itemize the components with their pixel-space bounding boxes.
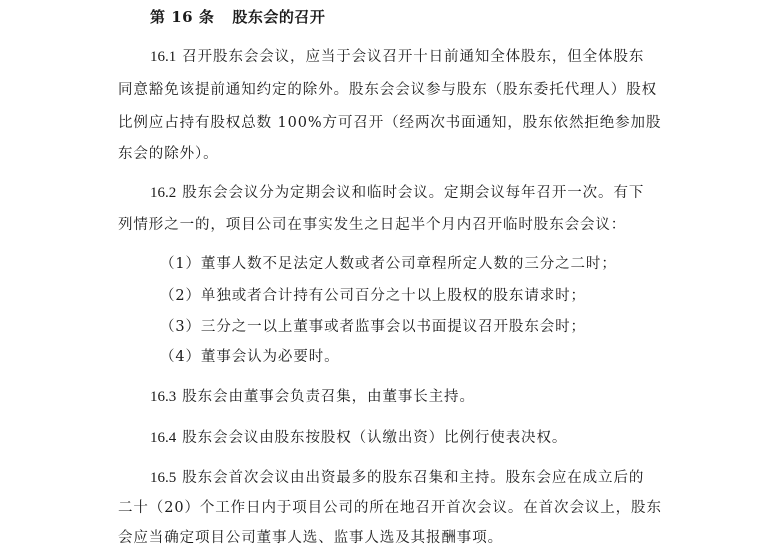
clause-text: 股东会由董事会负责召集，由董事长主持。 (182, 389, 475, 405)
article-heading (150, 6, 325, 27)
clause-16-5-line-2: 二十（20）个工作日内于项目公司的所在地召开首次会议。在首次会议上，股东 (118, 500, 662, 516)
clause-16-1-line-3: 比例应占持有股权总数 100%方可召开（经两次书面通知，股东依然拒绝参加股 (118, 115, 662, 131)
clause-16-1-line-2: 同意豁免该提前通知约定的除外。股东会会议参与股东（股东委托代理人）股权 (118, 82, 657, 98)
clause-16-5-line-1 (150, 466, 644, 487)
clause-16-1-line-4: 东会的除外）。 (118, 146, 219, 162)
clause-16-3-line-1 (150, 385, 475, 406)
clause-text: 股东会首次会议由出资最多的股东召集和主持。股东会应在成立后的 (182, 470, 645, 486)
clause-number: 16.5 (150, 470, 177, 486)
clause-text: 召开股东会会议，应当于会议召开十日前通知全体股东，但全体股东 (182, 49, 645, 65)
clause-16-2-item-2: （2）单独或者合计持有公司百分之十以上股权的股东请求时； (160, 288, 586, 304)
clause-text: 股东会会议由股东按股权（认缴出资）比例行使表决权。 (182, 430, 568, 446)
clause-number: 16.2 (150, 185, 177, 201)
article-title: 股东会的召开 (232, 8, 326, 26)
clause-16-4-line-1 (150, 426, 567, 447)
clause-16-2-line-2: 列情形之一的，项目公司在事实发生之日起半个月内召开临时股东会会议： (118, 217, 627, 233)
clause-16-5-line-3: 会应当确定项目公司董事人选、监事人选及其报酬事项。 (118, 530, 503, 546)
clause-number: 16.1 (150, 49, 177, 65)
article-number: 第 16 条 (150, 8, 215, 26)
clause-16-2-item-1: （1）董事人数不足法定人数或者公司章程所定人数的三分之二时； (160, 256, 617, 272)
clause-text: 股东会会议分为定期会议和临时会议。定期会议每年召开一次。有下 (182, 185, 645, 201)
clause-number: 16.4 (150, 430, 177, 446)
clause-16-2-item-3: （3）三分之一以上董事或者监事会以书面提议召开股东会时； (160, 319, 586, 335)
clause-number: 16.3 (150, 389, 177, 405)
clause-16-1-line-1 (150, 45, 644, 66)
clause-16-2-item-4: （4）董事会认为必要时。 (160, 349, 340, 365)
clause-16-2-line-1 (150, 181, 644, 202)
